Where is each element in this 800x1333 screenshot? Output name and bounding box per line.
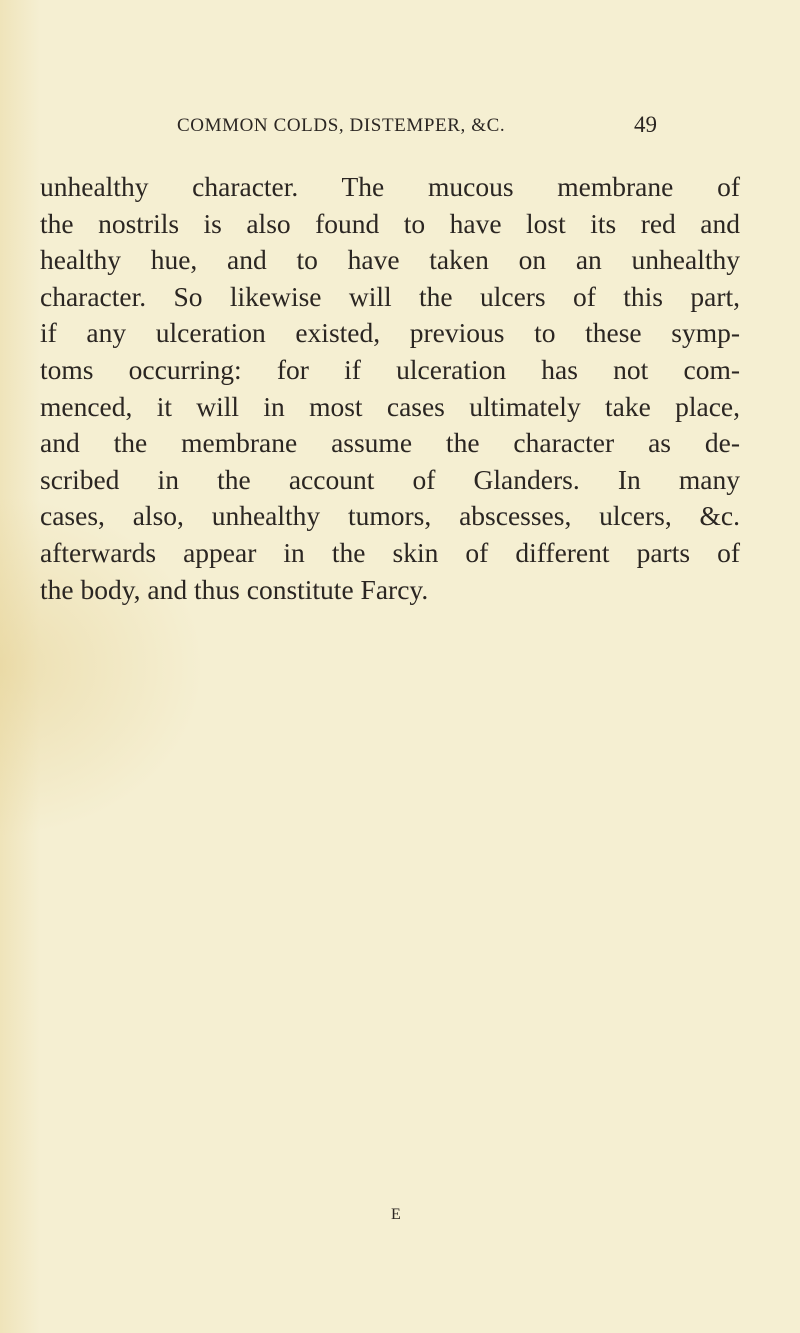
text-line: scribed in the account of Glanders. In many xyxy=(40,463,740,495)
signature-mark: E xyxy=(391,1206,402,1223)
text-line: if any ulceration existed, previous to these symp- xyxy=(40,317,740,349)
page-number: 49 xyxy=(634,112,657,137)
text-line: character. So likewise will the ulcers of this part, xyxy=(40,280,740,312)
text-line: menced, it will in most cases ultimately take place, xyxy=(40,390,740,422)
text-line: healthy hue, and to have taken on an unhealthy xyxy=(40,244,740,276)
text-line: the nostrils is also found to have lost its red and xyxy=(40,207,740,239)
running-head xyxy=(0,112,800,145)
text-line: unhealthy character. The mucous membrane of xyxy=(40,171,740,202)
text-line: the body, and thus constitute Farcy. xyxy=(40,573,429,605)
text-line: toms occurring: for if ulceration has not com- xyxy=(40,353,740,385)
text-line: afterwards appear in the skin of different parts of xyxy=(40,536,740,568)
running-title: COMMON COLDS, DISTEMPER, &C. xyxy=(177,115,506,136)
text-line: and the membrane assume the character as de- xyxy=(40,427,740,459)
text-line: cases, also, unhealthy tumors, abscesses, ulcers, &c. xyxy=(40,500,740,532)
body-text xyxy=(40,169,740,608)
